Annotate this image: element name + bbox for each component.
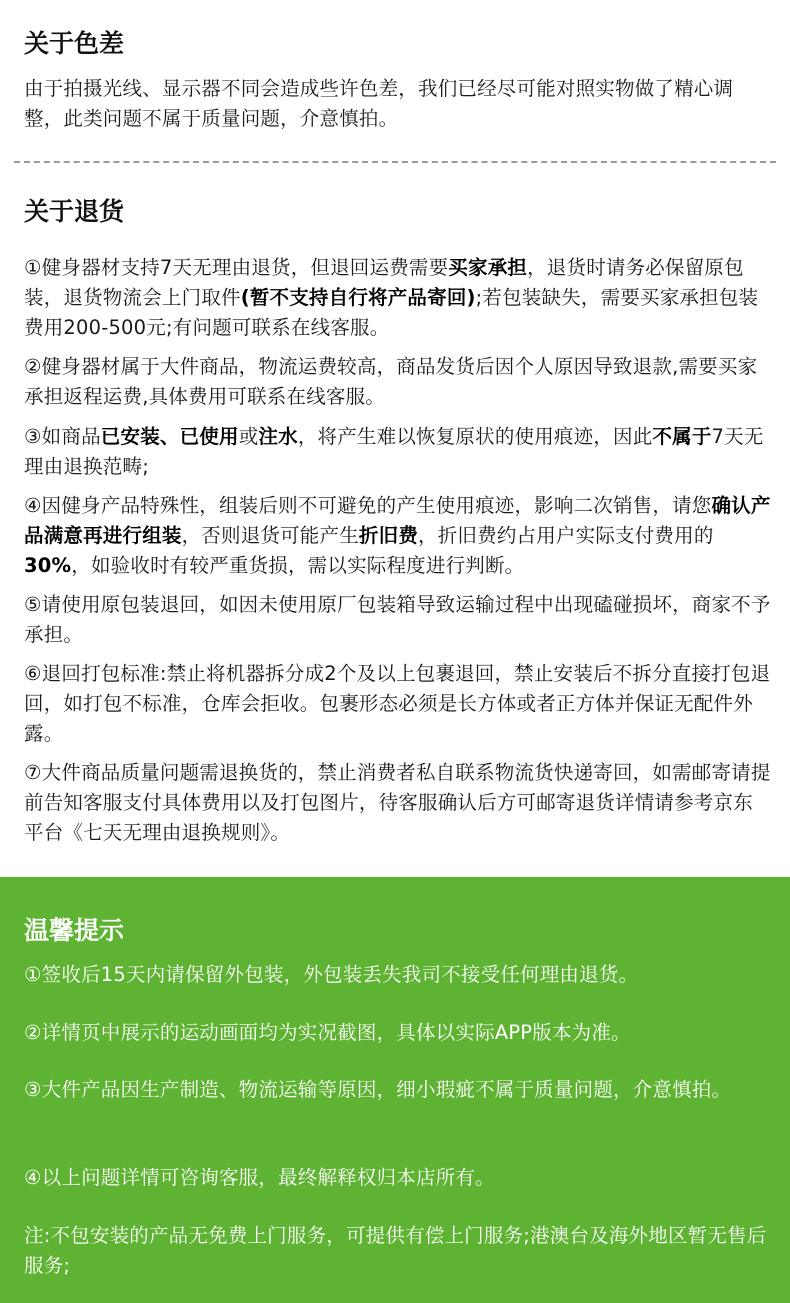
return-item-2-text: ②健身器材属于大件商品，物流运费较高，商品发货后因个人原因导致退款,需要买家承担返程运费,具体费用可联系在线客服。 xyxy=(24,355,758,408)
return-item-3-bold-c: 不属于 xyxy=(652,425,712,448)
return-item-3-text-b: 或 xyxy=(238,425,259,448)
return-policy-title: 关于退货 xyxy=(24,197,125,226)
tip-item-2: ②详情页中展示的运动画面均为实况截图，具体以实际APP版本为准。 xyxy=(24,1021,631,1044)
return-item-3-text-c: ，将产生难以恢复原状的使用痕迹，因此 xyxy=(297,425,653,448)
return-item-4-text-c: ，折旧费约占用户实际支付费用的 xyxy=(418,524,714,547)
tip-item-1: ①签收后15天内请保留外包装，外包装丢失我司不接受任何理由退货。 xyxy=(24,963,639,986)
return-item-7 xyxy=(24,758,772,848)
return-item-4-text-d: ，如验收时有较严重货损，需以实际程度进行判断。 xyxy=(71,554,525,577)
return-item-4-text-a: ④因健身产品特殊性，组装后则不可避免的产生使用痕迹，影响二次销售，请您 xyxy=(24,494,712,517)
return-item-3-text-a: ③如商品 xyxy=(24,425,101,448)
return-item-3-bold-a: 已安装、已使用 xyxy=(100,425,239,448)
return-item-4 xyxy=(24,491,772,581)
tips-title: 温馨提示 xyxy=(24,916,125,945)
tip-item-3: ③大件产品因生产制造、物流运输等原因，细小瑕疵不属于质量问题，介意慎拍。 xyxy=(24,1078,732,1101)
return-item-1-text-b: ，退货时请务必保留原包装，退货物流会上门取件 xyxy=(24,256,744,309)
return-item-3-text-d: 7天无理由退换范畴; xyxy=(24,425,764,478)
return-item-6 xyxy=(24,659,772,749)
tip-item-4: ④以上问题详情可咨询客服，最终解释权归本店所有。 xyxy=(24,1166,495,1189)
return-item-1 xyxy=(24,253,772,343)
return-item-1-bold-b: (暂不支持自行将产品寄回) xyxy=(240,286,476,309)
color-difference-title: 关于色差 xyxy=(24,29,125,58)
return-item-4-text-b: ，否则退货可能产生 xyxy=(181,524,359,547)
return-item-4-bold-c: 30% xyxy=(24,554,72,577)
tip-item-5: 注:不包安装的产品无免费上门服务，可提供有偿上门服务;港澳台及海外地区暂无售后服务; xyxy=(24,1224,767,1277)
return-item-1-text-a: ①健身器材支持7天无理由退货，但退回运费需要 xyxy=(24,256,449,279)
return-item-4-bold-b: 折旧费 xyxy=(358,524,419,547)
return-item-5-text: ⑤请使用原包装退回，如因未使用原厂包装箱导致运输过程中出现磕碰损坏，商家不予承担。 xyxy=(24,593,771,646)
return-item-1-text-c: ;若包装缺失，需要买家承担包装费用200-500元;有问题可联系在线客服。 xyxy=(24,286,759,339)
return-item-6-text: ⑥退回打包标准:禁止将机器拆分成2个及以上包裹退回，禁止安装后不拆分直接打包退回，如打包不标准，仓库会拒收。包裹形态必须是长方体或者正方体并保证无配件外露。 xyxy=(24,662,771,745)
return-item-2 xyxy=(24,352,772,412)
return-item-5 xyxy=(24,590,772,650)
color-difference-text: 由于拍摄光线、显示器不同会造成些许色差，我们已经尽可能对照实物做了精心调整，此类问题不属于质量问题，介意慎拍。 xyxy=(24,77,734,130)
return-item-7-text: ⑦大件商品质量问题需退换货的，禁止消费者私自联系物流货快递寄回，如需邮寄请提前告知客服支付具体费用以及打包图片，待客服确认后方可邮寄退货详情请参考京东平台《七天无理由退换规则》。 xyxy=(24,761,771,844)
tips-panel xyxy=(0,877,790,1303)
return-item-3-bold-b: 注水 xyxy=(258,425,298,448)
section-divider xyxy=(14,161,776,163)
return-item-4-bold-a: 确认产品满意再进行组装 xyxy=(24,494,771,547)
return-item-3 xyxy=(24,422,772,482)
return-item-1-bold-a: 买家承担 xyxy=(448,256,528,279)
